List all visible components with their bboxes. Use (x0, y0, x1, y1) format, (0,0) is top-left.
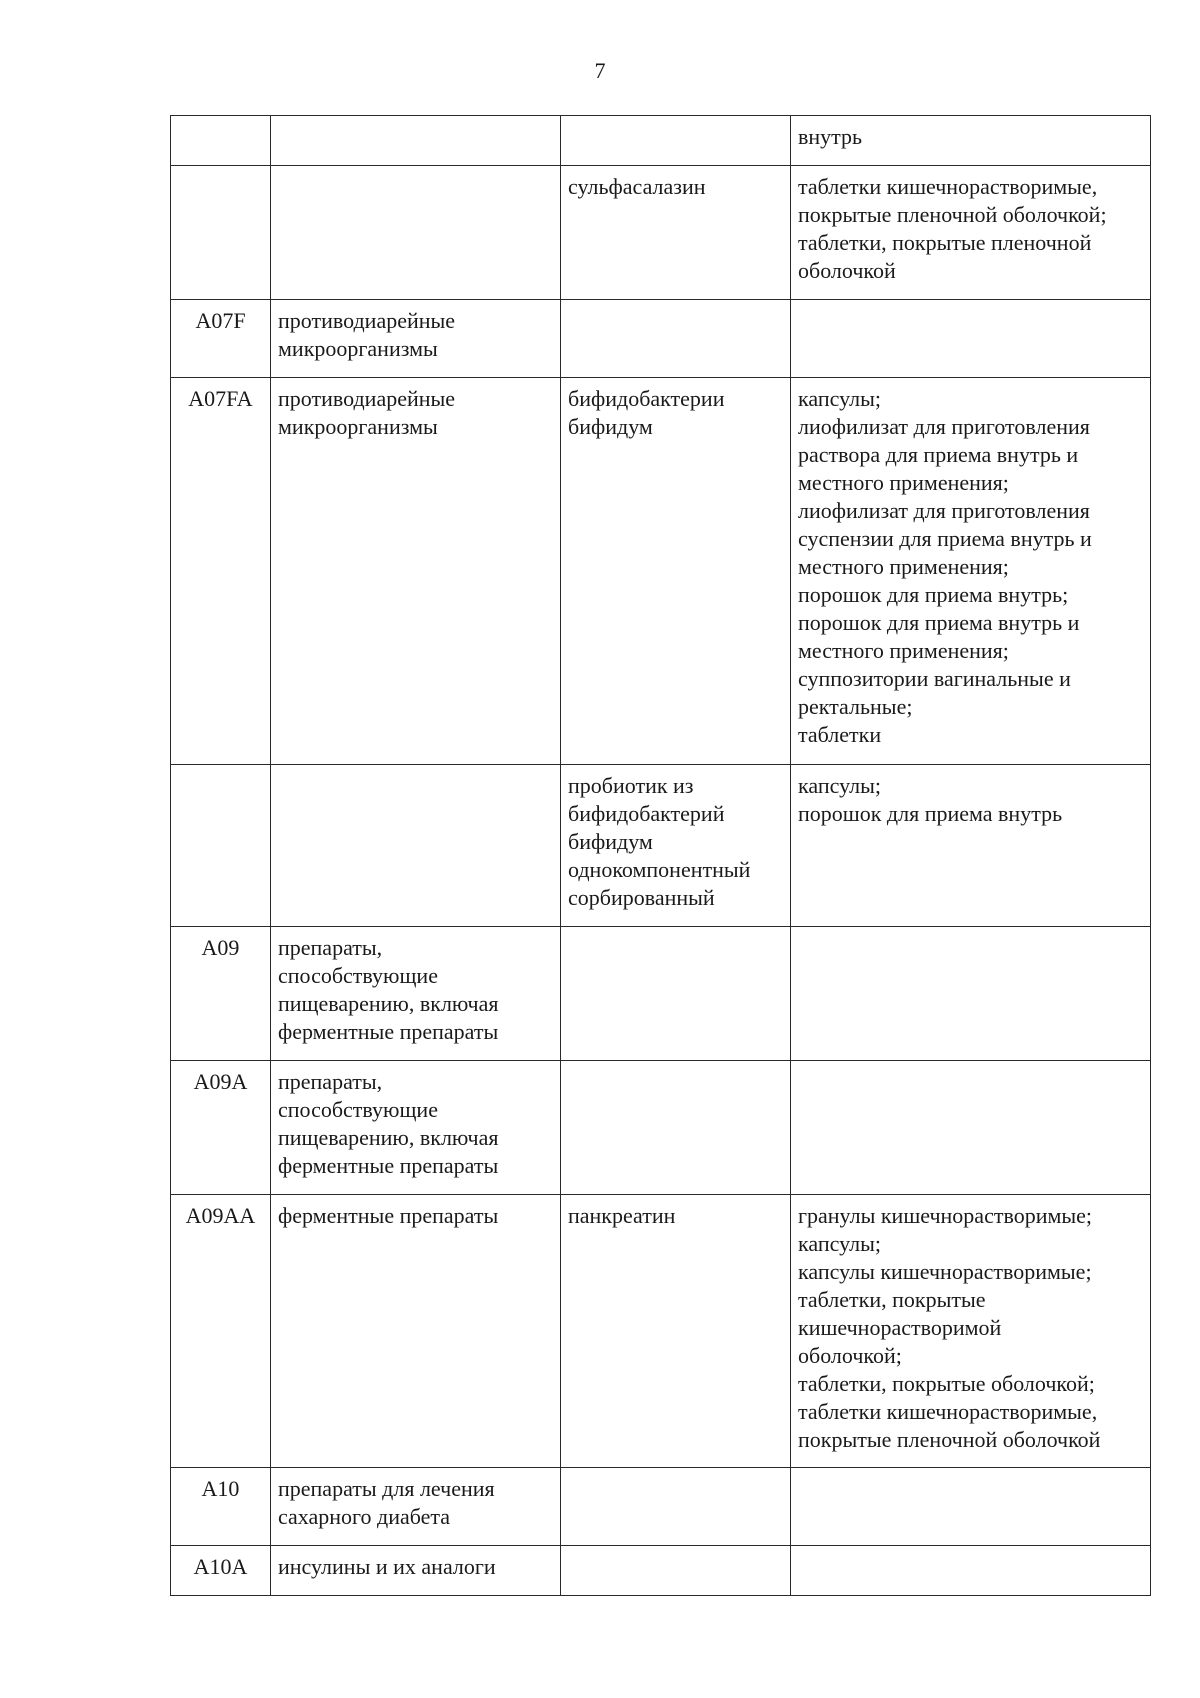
drug-name-cell (561, 927, 791, 1061)
atc-group-cell (271, 116, 561, 166)
drug-name-cell (561, 1468, 791, 1546)
dosage-form-cell: внутрь (791, 116, 1151, 166)
table-row (171, 1061, 1151, 1195)
drug-name-cell (561, 1061, 791, 1195)
table-row (171, 765, 1151, 927)
page-number: 7 (594, 58, 606, 83)
atc-group-cell: инсулины и их аналоги (271, 1546, 561, 1596)
atc-code-cell (171, 166, 271, 300)
table-row (171, 166, 1151, 300)
drug-table-body (171, 116, 1151, 1596)
drug-name-cell (561, 116, 791, 166)
atc-group-cell: противодиарейные микроорганизмы (271, 378, 561, 765)
table-row (171, 116, 1151, 166)
atc-group-cell (271, 765, 561, 927)
atc-code-cell: A07FA (171, 378, 271, 765)
atc-group-cell: препараты, способствующие пищеварению, включая ферментные препараты (271, 1061, 561, 1195)
drug-table (170, 115, 1151, 1596)
atc-group-cell: препараты для лечения сахарного диабета (271, 1468, 561, 1546)
table-row (171, 300, 1151, 378)
dosage-form-cell: таблетки кишечнорастворимые, покрытые пленочной оболочкой; таблетки, покрытые пленочной оболочкой (791, 166, 1151, 300)
atc-code-cell (171, 765, 271, 927)
atc-group-cell: ферментные препараты (271, 1195, 561, 1468)
dosage-form-cell: капсулы; порошок для приема внутрь (791, 765, 1151, 927)
table-row (171, 927, 1151, 1061)
dosage-form-cell (791, 1468, 1151, 1546)
atc-group-cell: препараты, способствующие пищеварению, включая ферментные препараты (271, 927, 561, 1061)
drug-name-cell: сульфасалазин (561, 166, 791, 300)
drug-name-cell: панкреатин (561, 1195, 791, 1468)
dosage-form-cell (791, 927, 1151, 1061)
atc-code-cell: A09AA (171, 1195, 271, 1468)
dosage-form-cell: гранулы кишечнорастворимые; капсулы; капсулы кишечнорастворимые; таблетки, покрытые кишечнорастворимой оболочкой; таблетки, покрытые оболочкой; таблетки кишечнорастворимые, покрытые пленочной оболочкой (791, 1195, 1151, 1468)
dosage-form-cell (791, 300, 1151, 378)
atc-group-cell: противодиарейные микроорганизмы (271, 300, 561, 378)
table-row (171, 1546, 1151, 1596)
table-row (171, 378, 1151, 765)
dosage-form-cell (791, 1061, 1151, 1195)
atc-code-cell: A10 (171, 1468, 271, 1546)
drug-name-cell: бифидобактерии бифидум (561, 378, 791, 765)
drug-name-cell (561, 300, 791, 378)
dosage-form-cell (791, 1546, 1151, 1596)
atc-code-cell: A07F (171, 300, 271, 378)
table-row (171, 1195, 1151, 1468)
dosage-form-cell: капсулы; лиофилизат для приготовления раствора для приема внутрь и местного применения; лиофилизат для приготовления суспензии для приема внутрь и местного применения; порошок для приема внутрь; порошок для приема внутрь и местного применения; суппозитории вагинальные и ректальные; таблетки (791, 378, 1151, 765)
atc-group-cell (271, 166, 561, 300)
atc-code-cell (171, 116, 271, 166)
table-row (171, 1468, 1151, 1546)
atc-code-cell: A09A (171, 1061, 271, 1195)
atc-code-cell: A09 (171, 927, 271, 1061)
drug-name-cell: пробиотик из бифидобактерий бифидум однокомпонентный сорбированный (561, 765, 791, 927)
atc-code-cell: A10A (171, 1546, 271, 1596)
drug-name-cell (561, 1546, 791, 1596)
